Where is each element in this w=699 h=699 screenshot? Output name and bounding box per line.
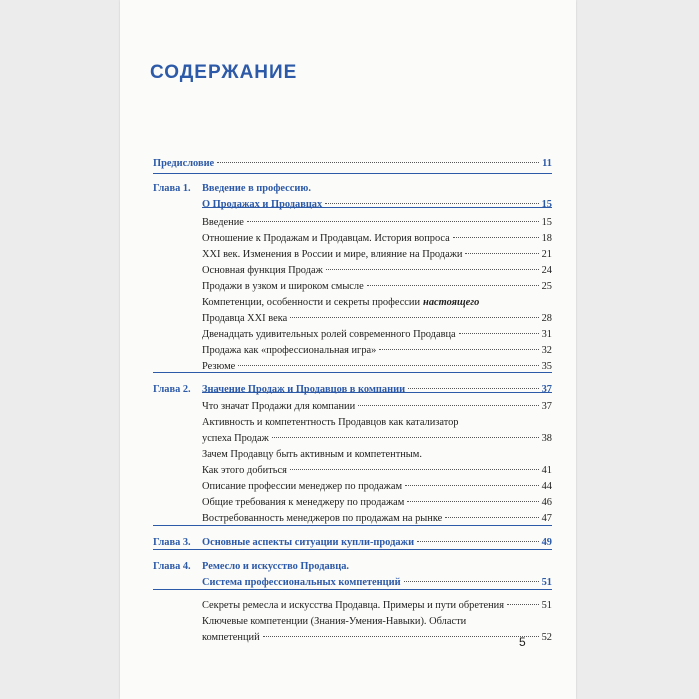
- toc-entry: [120, 614, 576, 630]
- toc-page-number: 15: [541, 199, 552, 210]
- toc-entry: [120, 311, 576, 327]
- toc-entry-title: Активность и компетентность Продавцов как катализатор: [202, 417, 459, 428]
- toc-entry-title: Значение Продаж и Продавцов в компании: [202, 384, 406, 395]
- dot-leader: [217, 162, 539, 163]
- dot-leader: [367, 285, 539, 286]
- toc-entry-title: Продавца XXI века: [202, 313, 288, 324]
- toc-entry: [120, 479, 576, 495]
- dot-leader: [453, 237, 539, 238]
- toc-entry: [120, 231, 576, 247]
- toc-entry-title: Двенадцать удивительных ролей современного Продавца: [202, 329, 456, 340]
- toc-entry-title: Предисловие: [153, 158, 215, 169]
- toc-entry: [120, 463, 576, 479]
- toc-entry-title: Отношение к Продажам и Продавцам. История вопроса: [202, 233, 450, 244]
- toc-entry-title: Продажи в узком и широком смысле: [202, 281, 364, 292]
- toc-entry-title: Продажа как «профессиональная игра»: [202, 345, 377, 356]
- toc-entry-title: компетенций: [202, 632, 260, 643]
- toc-page-number: 28: [541, 313, 552, 324]
- toc-page-number: 41: [541, 465, 552, 476]
- section-separator: [153, 589, 552, 590]
- toc-entry: [120, 327, 576, 343]
- toc-entry-title: Востребованность менеджеров по продажам на рынке: [202, 513, 443, 524]
- toc-entry: [120, 598, 576, 614]
- toc-page-number: 32: [541, 345, 552, 356]
- toc-entry-title: успеха Продаж: [202, 433, 269, 444]
- toc-entry-title: Ключевые компетенции (Знания-Умения-Навыки). Области: [202, 616, 467, 627]
- toc-entry: [120, 399, 576, 415]
- section-separator: [202, 392, 552, 393]
- toc-page-number: 52: [541, 632, 552, 643]
- dot-leader: [326, 269, 539, 270]
- toc-entry-title: Компетенции, особенности и секреты профессии: [202, 297, 421, 308]
- dot-leader: [379, 349, 538, 350]
- toc-entry: [120, 431, 576, 447]
- dot-leader: [325, 203, 538, 204]
- toc-page-number: 47: [541, 513, 552, 524]
- toc-page-number: 31: [541, 329, 552, 340]
- toc-page-number: 24: [541, 265, 552, 276]
- toc-entry-title: Введение в профессию.: [202, 183, 311, 194]
- dot-leader: [404, 581, 539, 582]
- toc-entry: [120, 495, 576, 511]
- toc-entry-title: Система профессиональных компетенций: [202, 577, 401, 588]
- toc-entry-title: Как этого добиться: [202, 465, 287, 476]
- toc-entry: [120, 295, 576, 311]
- toc-entry: [120, 247, 576, 263]
- dot-leader: [417, 541, 539, 542]
- toc-page-number: 21: [541, 249, 552, 260]
- toc-entry: [120, 559, 576, 575]
- toc-entry: [120, 343, 576, 359]
- chapter-separator: [153, 549, 552, 550]
- dot-leader: [290, 317, 538, 318]
- dot-leader: [263, 636, 539, 637]
- dot-leader: [238, 365, 538, 366]
- chapter-label: Глава 1.: [153, 183, 191, 194]
- chapter-label: Глава 4.: [153, 561, 191, 572]
- toc-entry: [120, 415, 576, 431]
- toc-page-number: 51: [541, 577, 552, 588]
- toc-entry: [120, 156, 576, 172]
- toc-page-number: 35: [541, 361, 552, 372]
- dot-leader: [272, 437, 539, 438]
- page-number: 5: [519, 635, 526, 649]
- toc-entry-emphasis: настоящего: [423, 297, 480, 308]
- toc-page-number: 49: [541, 537, 552, 548]
- section-separator: [153, 173, 552, 174]
- toc-entry-title: Секреты ремесла и искусства Продавца. Примеры и пути обретения: [202, 600, 505, 611]
- toc-entry: [120, 197, 576, 213]
- toc-entry: [120, 630, 576, 646]
- toc-entry-title: Общие требования к менеджеру по продажам: [202, 497, 405, 508]
- dot-leader: [445, 517, 538, 518]
- toc-page-number: 37: [541, 384, 552, 395]
- toc-page-number: 38: [541, 433, 552, 444]
- toc-entry-title: Основная функция Продаж: [202, 265, 323, 276]
- dot-leader: [507, 604, 539, 605]
- dot-leader: [290, 469, 539, 470]
- toc-entry-title: XXI век. Изменения в России и мире, влияние на Продажи: [202, 249, 463, 260]
- chapter-label: Глава 2.: [153, 384, 191, 395]
- book-page: [120, 0, 576, 699]
- toc-entry-title: Описание профессии менеджер по продажам: [202, 481, 403, 492]
- toc-entry: [120, 263, 576, 279]
- chapter-label: Глава 3.: [153, 537, 191, 548]
- toc-page-number: 51: [541, 600, 552, 611]
- toc-page-number: 46: [541, 497, 552, 508]
- dot-leader: [407, 501, 538, 502]
- toc-entry-title: Введение: [202, 217, 244, 228]
- toc-entry-title: Что значат Продажи для компании: [202, 401, 356, 412]
- dot-leader: [459, 333, 539, 334]
- dot-leader: [358, 405, 538, 406]
- page-title: СОДЕРЖАНИЕ: [150, 62, 298, 83]
- toc-entry-title: Резюме: [202, 361, 236, 372]
- toc-entry-title: Ремесло и искусство Продавца.: [202, 561, 350, 572]
- chapter-separator: [153, 525, 552, 526]
- toc-entry: [120, 382, 576, 398]
- dot-leader: [465, 253, 538, 254]
- dot-leader: [408, 388, 539, 389]
- toc-page-number: 44: [541, 481, 552, 492]
- toc-page-number: 15: [541, 217, 552, 228]
- toc-entry: [120, 447, 576, 463]
- toc-entry-title: Зачем Продавцу быть активным и компетентным.: [202, 449, 422, 460]
- toc-page-number: 37: [541, 401, 552, 412]
- toc-entry-title: О Продажах и Продавцах: [202, 199, 323, 210]
- toc-entry-title: Основные аспекты ситуации купли-продажи: [202, 537, 415, 548]
- toc-entry: [120, 279, 576, 295]
- toc-page-number: 25: [541, 281, 552, 292]
- dot-leader: [405, 485, 539, 486]
- toc-page-number: 18: [541, 233, 552, 244]
- section-separator: [202, 207, 552, 208]
- toc-entry: [120, 215, 576, 231]
- toc-entry: [120, 181, 576, 197]
- chapter-separator: [153, 372, 552, 373]
- toc-page-number: 11: [542, 158, 552, 169]
- dot-leader: [247, 221, 539, 222]
